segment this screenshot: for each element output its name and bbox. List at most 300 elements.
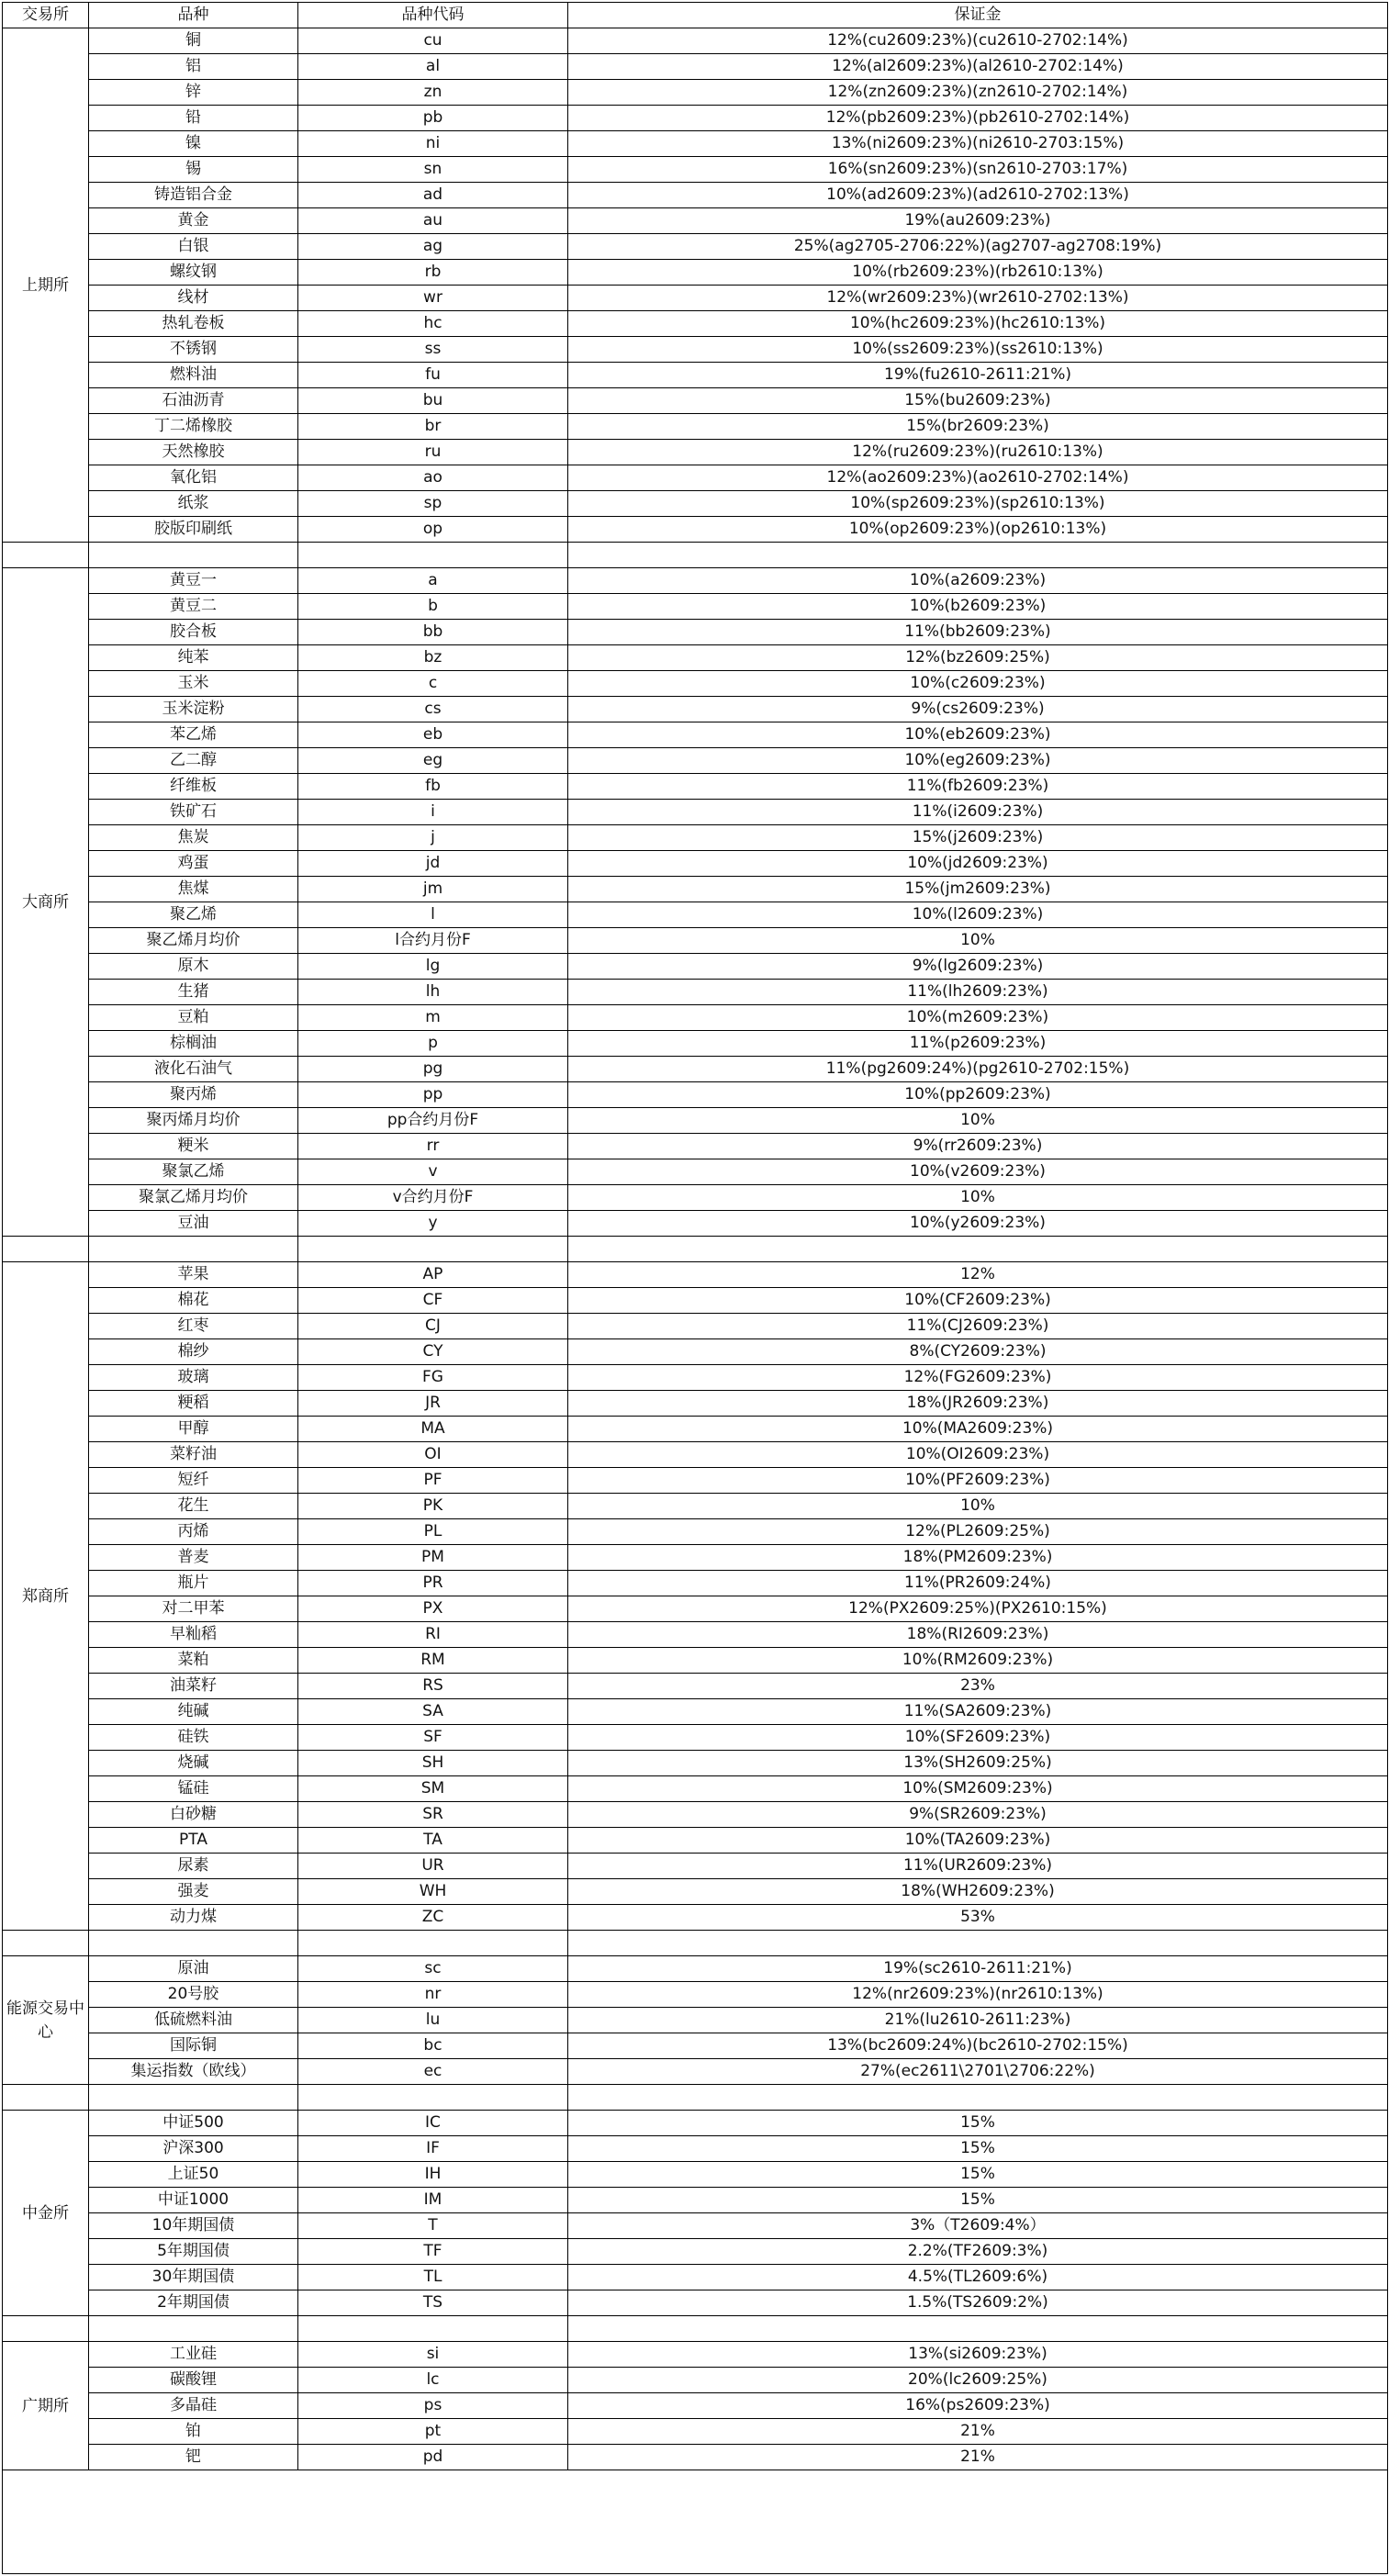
variety-name: 聚氯乙烯月均价 xyxy=(89,1185,298,1211)
table-row xyxy=(3,337,1388,363)
variety-name: 石油沥青 xyxy=(89,388,298,414)
table-row xyxy=(3,106,1388,131)
variety-name: 棉花 xyxy=(89,1288,298,1314)
margin-rate: 4.5%(TL2609:6%) xyxy=(568,2265,1388,2290)
margin-rate: 25%(ag2705-2706:22%)(ag2707-ag2708:19%) xyxy=(568,234,1388,260)
variety-code: a xyxy=(298,568,568,594)
table-row xyxy=(3,363,1388,388)
margin-rate: 19%(au2609:23%) xyxy=(568,208,1388,234)
empty-cell xyxy=(298,543,568,568)
exchange-name: 中金所 xyxy=(3,2111,89,2316)
table-row xyxy=(3,2445,1388,2470)
table-row xyxy=(3,1802,1388,1828)
spacer-row xyxy=(3,1931,1388,1956)
margin-rate: 53% xyxy=(568,1905,1388,1931)
variety-code: rb xyxy=(298,260,568,286)
variety-code: m xyxy=(298,1005,568,1031)
variety-name: 粳米 xyxy=(89,1134,298,1159)
table-row xyxy=(3,465,1388,491)
table-row xyxy=(3,1159,1388,1185)
variety-code: IF xyxy=(298,2136,568,2162)
table-row xyxy=(3,1519,1388,1545)
margin-rate: 9%(lg2609:23%) xyxy=(568,954,1388,980)
variety-name: 铸造铝合金 xyxy=(89,183,298,208)
variety-code: WH xyxy=(298,1879,568,1905)
variety-name: 钯 xyxy=(89,2445,298,2470)
variety-code: FG xyxy=(298,1365,568,1391)
variety-code: ao xyxy=(298,465,568,491)
margin-rate: 11%(bb2609:23%) xyxy=(568,620,1388,645)
variety-code: b xyxy=(298,594,568,620)
variety-code: OI xyxy=(298,1442,568,1468)
variety-name: 燃料油 xyxy=(89,363,298,388)
variety-name: 菜籽油 xyxy=(89,1442,298,1468)
variety-code: fb xyxy=(298,774,568,800)
variety-name: 白银 xyxy=(89,234,298,260)
margin-rate: 12%(cu2609:23%)(cu2610-2702:14%) xyxy=(568,28,1388,54)
variety-code: pp合约月份F xyxy=(298,1108,568,1134)
margin-rate: 10%(CF2609:23%) xyxy=(568,1288,1388,1314)
margin-rate: 13%(SH2609:25%) xyxy=(568,1751,1388,1776)
margin-rate: 23% xyxy=(568,1674,1388,1699)
variety-code: jm xyxy=(298,877,568,902)
variety-name: 普麦 xyxy=(89,1545,298,1571)
table-row xyxy=(3,851,1388,877)
variety-name: 焦煤 xyxy=(89,877,298,902)
variety-code: CF xyxy=(298,1288,568,1314)
table-row xyxy=(3,928,1388,954)
variety-code: TL xyxy=(298,2265,568,2290)
variety-name: 工业硅 xyxy=(89,2342,298,2368)
variety-code: op xyxy=(298,517,568,543)
margin-rate: 21%(lu2610-2611:23%) xyxy=(568,2008,1388,2033)
empty-cell xyxy=(298,1931,568,1956)
variety-name: 低硫燃料油 xyxy=(89,2008,298,2033)
table-row xyxy=(3,800,1388,825)
variety-code: IH xyxy=(298,2162,568,2188)
margin-rate: 11%(fb2609:23%) xyxy=(568,774,1388,800)
margin-rate: 10%(c2609:23%) xyxy=(568,671,1388,697)
table-row xyxy=(3,594,1388,620)
margin-rate: 12%(al2609:23%)(al2610-2702:14%) xyxy=(568,54,1388,80)
exchange-name: 广期所 xyxy=(3,2342,89,2470)
margin-rate: 10%(l2609:23%) xyxy=(568,902,1388,928)
table-row xyxy=(3,2111,1388,2136)
variety-name: 铂 xyxy=(89,2419,298,2445)
margin-rate: 10%(TA2609:23%) xyxy=(568,1828,1388,1854)
margin-rate: 15% xyxy=(568,2162,1388,2188)
variety-code: ru xyxy=(298,440,568,465)
variety-name: 动力煤 xyxy=(89,1905,298,1931)
margin-rate: 10%(sp2609:23%)(sp2610:13%) xyxy=(568,491,1388,517)
margin-rate: 12%(FG2609:23%) xyxy=(568,1365,1388,1391)
variety-code: PR xyxy=(298,1571,568,1596)
variety-name: 生猪 xyxy=(89,980,298,1005)
table-row xyxy=(3,1828,1388,1854)
table-row xyxy=(3,1776,1388,1802)
variety-name: 棕榈油 xyxy=(89,1031,298,1057)
variety-code: bb xyxy=(298,620,568,645)
margin-rate: 9%(SR2609:23%) xyxy=(568,1802,1388,1828)
variety-code: wr xyxy=(298,286,568,311)
empty-cell xyxy=(298,2316,568,2342)
variety-name: 多晶硅 xyxy=(89,2393,298,2419)
margin-rate: 10%(eg2609:23%) xyxy=(568,748,1388,774)
margin-rate: 13%(si2609:23%) xyxy=(568,2342,1388,2368)
variety-code: l合约月份F xyxy=(298,928,568,954)
margin-rate: 10%(jd2609:23%) xyxy=(568,851,1388,877)
table-row xyxy=(3,1622,1388,1648)
variety-code: eg xyxy=(298,748,568,774)
variety-name: 焦炭 xyxy=(89,825,298,851)
variety-code: pt xyxy=(298,2419,568,2445)
variety-name: 聚丙烯月均价 xyxy=(89,1108,298,1134)
margin-rate: 10%(m2609:23%) xyxy=(568,1005,1388,1031)
spacer-row xyxy=(3,1237,1388,1262)
variety-name: 苯乙烯 xyxy=(89,722,298,748)
variety-name: 中证500 xyxy=(89,2111,298,2136)
variety-code: CJ xyxy=(298,1314,568,1339)
variety-code: sn xyxy=(298,157,568,183)
variety-name: 豆粕 xyxy=(89,1005,298,1031)
variety-name: 纯碱 xyxy=(89,1699,298,1725)
table-row xyxy=(3,2342,1388,2368)
variety-code: eb xyxy=(298,722,568,748)
margin-rate: 15%(j2609:23%) xyxy=(568,825,1388,851)
margin-rate: 10%(OI2609:23%) xyxy=(568,1442,1388,1468)
variety-code: nr xyxy=(298,1982,568,2008)
variety-code: ad xyxy=(298,183,568,208)
table-row xyxy=(3,414,1388,440)
empty-cell xyxy=(3,1931,89,1956)
variety-name: 硅铁 xyxy=(89,1725,298,1751)
table-row xyxy=(3,1185,1388,1211)
variety-code: AP xyxy=(298,1262,568,1288)
empty-cell xyxy=(89,1931,298,1956)
spacer-row xyxy=(3,2470,1388,2574)
variety-code: v xyxy=(298,1159,568,1185)
variety-code: RI xyxy=(298,1622,568,1648)
table-row xyxy=(3,54,1388,80)
variety-name: 红枣 xyxy=(89,1314,298,1339)
table-row xyxy=(3,671,1388,697)
table-row xyxy=(3,80,1388,106)
variety-code: cs xyxy=(298,697,568,722)
table-row xyxy=(3,620,1388,645)
header-row xyxy=(3,3,1388,28)
variety-code: br xyxy=(298,414,568,440)
table-row xyxy=(3,774,1388,800)
variety-code: ZC xyxy=(298,1905,568,1931)
empty-area xyxy=(3,2470,1388,2574)
variety-code: j xyxy=(298,825,568,851)
variety-code: TS xyxy=(298,2290,568,2316)
margin-rate: 11%(lh2609:23%) xyxy=(568,980,1388,1005)
table-row xyxy=(3,157,1388,183)
variety-code: pg xyxy=(298,1057,568,1082)
table-row xyxy=(3,1031,1388,1057)
variety-code: SH xyxy=(298,1751,568,1776)
variety-name: 聚乙烯月均价 xyxy=(89,928,298,954)
variety-code: IC xyxy=(298,2111,568,2136)
margin-rate: 15% xyxy=(568,2188,1388,2213)
table-row xyxy=(3,2188,1388,2213)
table-row xyxy=(3,2265,1388,2290)
table-row xyxy=(3,311,1388,337)
margin-rate: 11%(i2609:23%) xyxy=(568,800,1388,825)
variety-code: ag xyxy=(298,234,568,260)
margin-rate: 10%(hc2609:23%)(hc2610:13%) xyxy=(568,311,1388,337)
variety-name: 不锈钢 xyxy=(89,337,298,363)
variety-name: 鸡蛋 xyxy=(89,851,298,877)
variety-name: 聚氯乙烯 xyxy=(89,1159,298,1185)
variety-name: 10年期国债 xyxy=(89,2213,298,2239)
margin-rate: 16%(ps2609:23%) xyxy=(568,2393,1388,2419)
margin-rate: 1.5%(TS2609:2%) xyxy=(568,2290,1388,2316)
margin-rate: 12%(wr2609:23%)(wr2610-2702:13%) xyxy=(568,286,1388,311)
variety-name: 黄豆一 xyxy=(89,568,298,594)
margin-rate: 10%(b2609:23%) xyxy=(568,594,1388,620)
table-row xyxy=(3,1057,1388,1082)
table-row xyxy=(3,1596,1388,1622)
variety-code: pd xyxy=(298,2445,568,2470)
margin-table xyxy=(2,2,1388,2574)
margin-rate: 15%(jm2609:23%) xyxy=(568,877,1388,902)
margin-rate: 15%(bu2609:23%) xyxy=(568,388,1388,414)
variety-name: 玻璃 xyxy=(89,1365,298,1391)
margin-rate: 27%(ec2611\2701\2706:22%) xyxy=(568,2059,1388,2085)
margin-rate: 10%(v2609:23%) xyxy=(568,1159,1388,1185)
variety-name: 对二甲苯 xyxy=(89,1596,298,1622)
variety-name: 甲醇 xyxy=(89,1417,298,1442)
variety-code: ni xyxy=(298,131,568,157)
variety-code: l xyxy=(298,902,568,928)
margin-rate: 11%(PR2609:24%) xyxy=(568,1571,1388,1596)
table-row xyxy=(3,208,1388,234)
variety-code: lg xyxy=(298,954,568,980)
margin-rate: 2.2%(TF2609:3%) xyxy=(568,2239,1388,2265)
variety-name: 热轧卷板 xyxy=(89,311,298,337)
header-code: 品种代码 xyxy=(298,3,568,28)
variety-name: 胶版印刷纸 xyxy=(89,517,298,543)
margin-rate: 10%(RM2609:23%) xyxy=(568,1648,1388,1674)
variety-name: 丙烯 xyxy=(89,1519,298,1545)
variety-name: 锌 xyxy=(89,80,298,106)
variety-name: 花生 xyxy=(89,1494,298,1519)
variety-code: i xyxy=(298,800,568,825)
variety-name: 线材 xyxy=(89,286,298,311)
variety-name: 集运指数（欧线） xyxy=(89,2059,298,2085)
margin-rate: 15% xyxy=(568,2136,1388,2162)
margin-rate: 10%(SF2609:23%) xyxy=(568,1725,1388,1751)
table-row xyxy=(3,2059,1388,2085)
empty-cell xyxy=(89,2085,298,2111)
margin-rate: 10%(a2609:23%) xyxy=(568,568,1388,594)
table-row xyxy=(3,2419,1388,2445)
margin-rate: 11%(CJ2609:23%) xyxy=(568,1314,1388,1339)
table-row xyxy=(3,2290,1388,2316)
empty-cell xyxy=(89,2316,298,2342)
margin-rate: 10%(PF2609:23%) xyxy=(568,1468,1388,1494)
variety-name: 强麦 xyxy=(89,1879,298,1905)
empty-cell xyxy=(568,543,1388,568)
table-row xyxy=(3,1982,1388,2008)
variety-code: jd xyxy=(298,851,568,877)
variety-code: PM xyxy=(298,1545,568,1571)
variety-code: lu xyxy=(298,2008,568,2033)
margin-rate: 10%(MA2609:23%) xyxy=(568,1417,1388,1442)
table-row xyxy=(3,1854,1388,1879)
margin-rate: 10%(ad2609:23%)(ad2610-2702:13%) xyxy=(568,183,1388,208)
table-row xyxy=(3,1442,1388,1468)
margin-rate: 21% xyxy=(568,2419,1388,2445)
variety-name: 聚乙烯 xyxy=(89,902,298,928)
margin-rate: 10%(y2609:23%) xyxy=(568,1211,1388,1237)
variety-code: TF xyxy=(298,2239,568,2265)
margin-rate: 12%(PX2609:25%)(PX2610:15%) xyxy=(568,1596,1388,1622)
empty-cell xyxy=(568,1237,1388,1262)
variety-code: IM xyxy=(298,2188,568,2213)
margin-rate: 12%(ru2609:23%)(ru2610:13%) xyxy=(568,440,1388,465)
variety-code: bc xyxy=(298,2033,568,2059)
variety-code: CY xyxy=(298,1339,568,1365)
spacer-row xyxy=(3,2085,1388,2111)
margin-rate: 10% xyxy=(568,928,1388,954)
table-row xyxy=(3,2213,1388,2239)
variety-code: PK xyxy=(298,1494,568,1519)
variety-name: 20号胶 xyxy=(89,1982,298,2008)
table-row xyxy=(3,877,1388,902)
table-row xyxy=(3,697,1388,722)
header-margin: 保证金 xyxy=(568,3,1388,28)
empty-cell xyxy=(89,1237,298,1262)
empty-cell xyxy=(3,2316,89,2342)
variety-name: 苹果 xyxy=(89,1262,298,1288)
margin-rate: 10%(op2609:23%)(op2610:13%) xyxy=(568,517,1388,543)
variety-code: SA xyxy=(298,1699,568,1725)
variety-code: MA xyxy=(298,1417,568,1442)
table-row xyxy=(3,748,1388,774)
table-row xyxy=(3,260,1388,286)
variety-name: 乙二醇 xyxy=(89,748,298,774)
variety-code: si xyxy=(298,2342,568,2368)
table-row xyxy=(3,1571,1388,1596)
table-row xyxy=(3,1365,1388,1391)
empty-cell xyxy=(89,543,298,568)
variety-name: 原木 xyxy=(89,954,298,980)
table-row xyxy=(3,1648,1388,1674)
table-row xyxy=(3,1134,1388,1159)
variety-name: 纯苯 xyxy=(89,645,298,671)
margin-rate: 20%(lc2609:25%) xyxy=(568,2368,1388,2393)
margin-rate: 19%(sc2610-2611:21%) xyxy=(568,1956,1388,1982)
variety-name: 原油 xyxy=(89,1956,298,1982)
variety-name: 短纤 xyxy=(89,1468,298,1494)
table-row xyxy=(3,2393,1388,2419)
variety-code: rr xyxy=(298,1134,568,1159)
table-row xyxy=(3,1751,1388,1776)
variety-code: v合约月份F xyxy=(298,1185,568,1211)
margin-rate: 13%(ni2609:23%)(ni2610-2703:15%) xyxy=(568,131,1388,157)
variety-name: 锡 xyxy=(89,157,298,183)
table-row xyxy=(3,1468,1388,1494)
exchange-name: 大商所 xyxy=(3,568,89,1237)
variety-code: al xyxy=(298,54,568,80)
table-row xyxy=(3,2008,1388,2033)
spacer-row xyxy=(3,2316,1388,2342)
variety-code: UR xyxy=(298,1854,568,1879)
margin-rate: 18%(RI2609:23%) xyxy=(568,1622,1388,1648)
table-row xyxy=(3,1725,1388,1751)
exchange-name: 上期所 xyxy=(3,28,89,543)
table-row xyxy=(3,1082,1388,1108)
table-row xyxy=(3,980,1388,1005)
variety-name: 豆油 xyxy=(89,1211,298,1237)
variety-name: 尿素 xyxy=(89,1854,298,1879)
variety-name: 30年期国债 xyxy=(89,2265,298,2290)
variety-code: lh xyxy=(298,980,568,1005)
spacer-row xyxy=(3,543,1388,568)
variety-name: 黄金 xyxy=(89,208,298,234)
variety-name: 铁矿石 xyxy=(89,800,298,825)
variety-name: 铅 xyxy=(89,106,298,131)
table-row xyxy=(3,1391,1388,1417)
variety-code: sp xyxy=(298,491,568,517)
margin-rate: 10% xyxy=(568,1494,1388,1519)
table-row xyxy=(3,1879,1388,1905)
variety-code: zn xyxy=(298,80,568,106)
variety-code: c xyxy=(298,671,568,697)
table-row xyxy=(3,2239,1388,2265)
table-row xyxy=(3,2136,1388,2162)
margin-rate: 12%(pb2609:23%)(pb2610-2702:14%) xyxy=(568,106,1388,131)
variety-name: 2年期国债 xyxy=(89,2290,298,2316)
variety-code: pp xyxy=(298,1082,568,1108)
exchange-name: 郑商所 xyxy=(3,1262,89,1931)
table-row xyxy=(3,1288,1388,1314)
variety-name: 螺纹钢 xyxy=(89,260,298,286)
table-row xyxy=(3,1417,1388,1442)
table-row xyxy=(3,440,1388,465)
table-row xyxy=(3,825,1388,851)
variety-name: 5年期国债 xyxy=(89,2239,298,2265)
variety-name: 瓶片 xyxy=(89,1571,298,1596)
variety-name: 纸浆 xyxy=(89,491,298,517)
margin-rate: 9%(cs2609:23%) xyxy=(568,697,1388,722)
margin-rate: 18%(JR2609:23%) xyxy=(568,1391,1388,1417)
empty-cell xyxy=(3,543,89,568)
header-variety: 品种 xyxy=(89,3,298,28)
variety-code: RM xyxy=(298,1648,568,1674)
variety-code: p xyxy=(298,1031,568,1057)
variety-name: 铝 xyxy=(89,54,298,80)
table-row xyxy=(3,1905,1388,1931)
table-row xyxy=(3,1314,1388,1339)
variety-code: PF xyxy=(298,1468,568,1494)
variety-code: ec xyxy=(298,2059,568,2085)
margin-rate: 15%(br2609:23%) xyxy=(568,414,1388,440)
margin-rate: 12%(ao2609:23%)(ao2610-2702:14%) xyxy=(568,465,1388,491)
margin-rate: 10%(SM2609:23%) xyxy=(568,1776,1388,1802)
table-row xyxy=(3,2162,1388,2188)
variety-name: 烧碱 xyxy=(89,1751,298,1776)
margin-rate: 18%(WH2609:23%) xyxy=(568,1879,1388,1905)
empty-cell xyxy=(3,1237,89,1262)
variety-name: 棉纱 xyxy=(89,1339,298,1365)
table-row xyxy=(3,183,1388,208)
variety-name: 镍 xyxy=(89,131,298,157)
variety-name: 黄豆二 xyxy=(89,594,298,620)
